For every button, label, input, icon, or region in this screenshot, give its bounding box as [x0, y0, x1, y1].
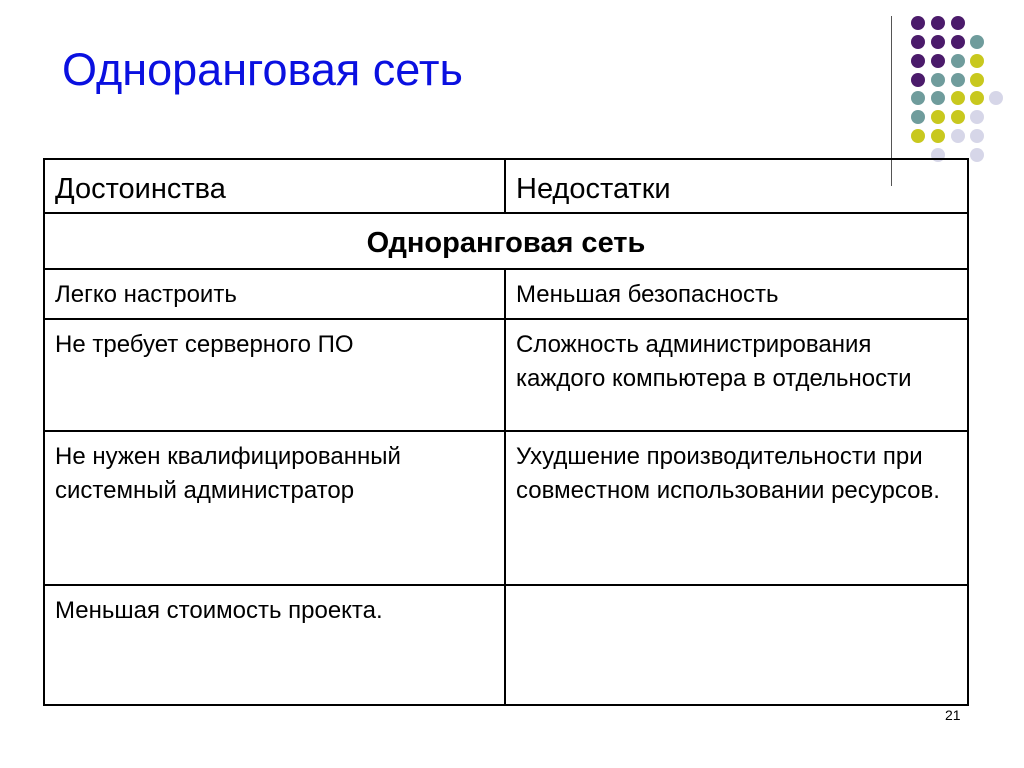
decorative-dot — [911, 91, 925, 105]
decorative-dot — [911, 129, 925, 143]
decorative-dot — [911, 73, 925, 87]
decorative-dot — [911, 54, 925, 68]
decorative-dot — [931, 35, 945, 49]
page-number: 21 — [945, 707, 961, 723]
table-header-row — [44, 159, 968, 213]
decorative-dot — [931, 73, 945, 87]
decorative-dot — [951, 110, 965, 124]
header-disadvantages: Недостатки — [505, 159, 968, 213]
decorative-dot — [931, 110, 945, 124]
decorative-dot — [911, 110, 925, 124]
decorative-dot — [951, 16, 965, 30]
decorative-dot — [911, 35, 925, 49]
decorative-dot — [951, 54, 965, 68]
decorative-dot — [931, 16, 945, 30]
decorative-dot — [970, 35, 984, 49]
decorative-dot — [970, 110, 984, 124]
table-subheader: Одноранговая сеть — [44, 213, 968, 269]
slide-title: Одноранговая сеть — [62, 44, 463, 95]
decorative-dot — [989, 91, 1003, 105]
table-row — [44, 319, 968, 431]
disadvantage-cell: Сложность администрирования каждого компьютера в отдельности — [505, 319, 968, 431]
disadvantage-cell: Ухудшение производительности при совместном использовании ресурсов. — [505, 431, 968, 585]
decorative-dot — [970, 91, 984, 105]
advantage-cell: Не нужен квалифицированный системный администратор — [44, 431, 505, 585]
decorative-dot — [931, 129, 945, 143]
decorative-dot — [951, 73, 965, 87]
comparison-table — [43, 158, 969, 706]
table-row — [44, 585, 968, 705]
decorative-dot — [970, 129, 984, 143]
decorative-dot — [970, 54, 984, 68]
advantage-cell: Легко настроить — [44, 269, 505, 319]
header-advantages: Достоинства — [44, 159, 505, 213]
disadvantage-cell: Меньшая безопасность — [505, 269, 968, 319]
advantage-cell: Меньшая стоимость проекта. — [44, 585, 505, 705]
decorative-dot — [951, 35, 965, 49]
table-subheader-row — [44, 213, 968, 269]
decorative-dot — [931, 91, 945, 105]
table-row — [44, 431, 968, 585]
decorative-dot — [970, 148, 984, 162]
advantage-cell: Не требует серверного ПО — [44, 319, 505, 431]
decorative-dot — [970, 73, 984, 87]
decorative-dot — [951, 129, 965, 143]
decorative-dot — [951, 91, 965, 105]
decorative-dot — [931, 54, 945, 68]
table-row — [44, 269, 968, 319]
disadvantage-cell — [505, 585, 968, 705]
decorative-dot — [911, 16, 925, 30]
